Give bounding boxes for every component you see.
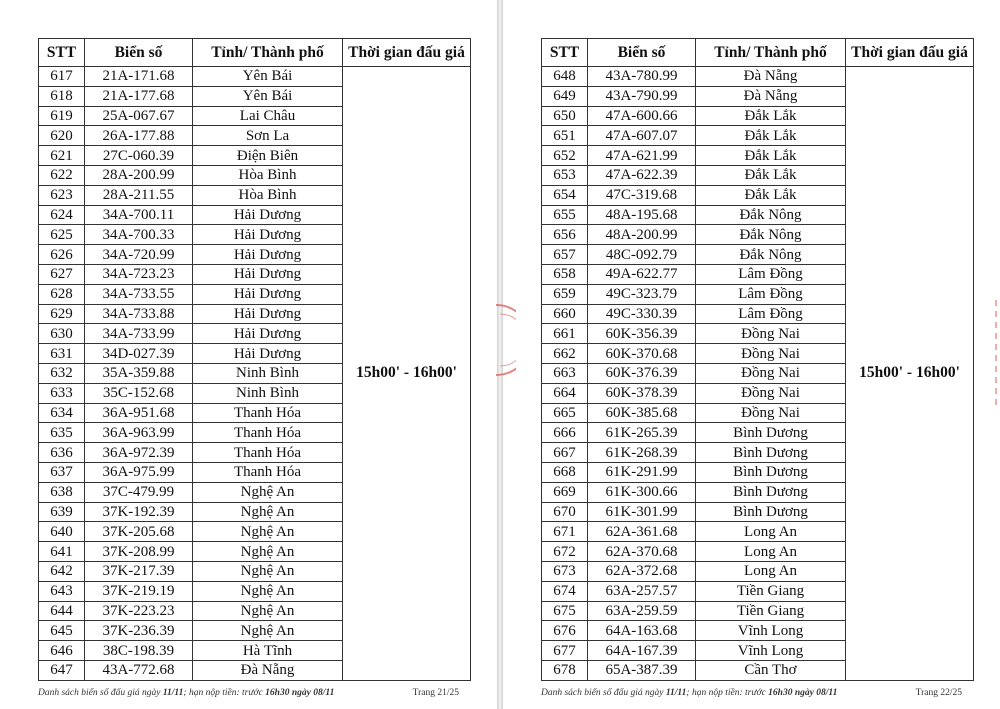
cell-province: Tiền Giang [696, 601, 846, 621]
cell-plate: 21A-177.68 [85, 86, 193, 106]
cell-plate: 49C-330.39 [588, 304, 696, 324]
cell-province: Long An [696, 522, 846, 542]
cell-plate: 35C-152.68 [85, 383, 193, 403]
cell-plate: 25A-067.67 [85, 106, 193, 126]
cell-plate: 21A-171.68 [85, 67, 193, 87]
red-seal-stamp-icon [476, 300, 516, 380]
footer-prefix: Danh sách biển số đấu giá ngày [38, 688, 163, 698]
cell-plate: 47C-319.68 [588, 185, 696, 205]
cell-plate: 49A-622.77 [588, 264, 696, 284]
cell-stt: 627 [39, 264, 85, 284]
cell-stt: 629 [39, 304, 85, 324]
cell-stt: 632 [39, 363, 85, 383]
header-plate: Biển số [588, 39, 696, 67]
cell-province: Long An [696, 542, 846, 562]
cell-stt: 624 [39, 205, 85, 225]
cell-plate: 62A-361.68 [588, 522, 696, 542]
cell-stt: 644 [39, 601, 85, 621]
cell-province: Cần Thơ [696, 660, 846, 680]
auction-time-cell: 15h00' - 16h00' [846, 67, 974, 681]
cell-plate: 37K-208.99 [85, 542, 193, 562]
cell-province: Nghệ An [193, 581, 343, 601]
table-body [39, 67, 471, 681]
cell-province: Hải Dương [193, 264, 343, 284]
cell-stt: 648 [542, 67, 588, 87]
cell-plate: 64A-167.39 [588, 641, 696, 661]
cell-province: Lâm Đồng [696, 264, 846, 284]
cell-plate: 48A-200.99 [588, 225, 696, 245]
cell-plate: 48C-092.79 [588, 245, 696, 265]
cell-stt: 623 [39, 185, 85, 205]
cell-plate: 62A-372.68 [588, 561, 696, 581]
cell-stt: 645 [39, 621, 85, 641]
cell-plate: 47A-621.99 [588, 146, 696, 166]
cell-province: Lâm Đồng [696, 284, 846, 304]
footer-date: 11/11 [665, 688, 687, 698]
document-page-left [0, 0, 497, 709]
cell-province: Nghệ An [193, 502, 343, 522]
cell-plate: 37K-217.39 [85, 561, 193, 581]
cell-province: Đà Nẵng [696, 86, 846, 106]
cell-stt: 622 [39, 165, 85, 185]
cell-stt: 652 [542, 146, 588, 166]
cell-plate: 27C-060.39 [85, 146, 193, 166]
cell-stt: 617 [39, 67, 85, 87]
cell-province: Nghệ An [193, 542, 343, 562]
cell-province: Hải Dương [193, 344, 343, 364]
cell-plate: 47A-600.66 [588, 106, 696, 126]
cell-stt: 643 [39, 581, 85, 601]
document-page-right [503, 0, 1000, 709]
cell-province: Đồng Nai [696, 363, 846, 383]
cell-stt: 662 [542, 344, 588, 364]
page-number: Trang 21/25 [412, 688, 459, 698]
cell-province: Vĩnh Long [696, 641, 846, 661]
cell-plate: 34A-733.88 [85, 304, 193, 324]
header-plate: Biển số [85, 39, 193, 67]
cell-stt: 650 [542, 106, 588, 126]
cell-stt: 678 [542, 660, 588, 680]
cell-province: Nghệ An [193, 561, 343, 581]
cell-plate: 34A-700.33 [85, 225, 193, 245]
cell-plate: 63A-259.59 [588, 601, 696, 621]
cell-province: Hải Dương [193, 225, 343, 245]
cell-province: Đắk Lắk [696, 165, 846, 185]
page-number: Trang 22/25 [915, 688, 962, 698]
cell-stt: 653 [542, 165, 588, 185]
cell-stt: 637 [39, 462, 85, 482]
cell-plate: 36A-972.39 [85, 443, 193, 463]
cell-plate: 62A-370.68 [588, 542, 696, 562]
cell-stt: 636 [39, 443, 85, 463]
cell-plate: 34A-733.55 [85, 284, 193, 304]
cell-plate: 28A-200.99 [85, 165, 193, 185]
cell-province: Hải Dương [193, 304, 343, 324]
cell-province: Hải Dương [193, 284, 343, 304]
cell-stt: 619 [39, 106, 85, 126]
cell-province: Hòa Bình [193, 165, 343, 185]
page-footer-note [38, 688, 334, 698]
cell-stt: 639 [39, 502, 85, 522]
cell-stt: 638 [39, 482, 85, 502]
cell-stt: 642 [39, 561, 85, 581]
cell-stt: 651 [542, 126, 588, 146]
cell-province: Bình Dương [696, 462, 846, 482]
footer-date: 11/11 [162, 688, 184, 698]
cell-stt: 674 [542, 581, 588, 601]
cell-stt: 618 [39, 86, 85, 106]
cell-province: Đà Nẵng [193, 660, 343, 680]
cell-plate: 43A-790.99 [588, 86, 696, 106]
cell-province: Đắk Nông [696, 225, 846, 245]
footer-deadline: 16h30 ngày 08/11 [768, 688, 838, 698]
cell-plate: 49C-323.79 [588, 284, 696, 304]
cell-stt: 659 [542, 284, 588, 304]
header-stt: STT [39, 39, 85, 67]
cell-province: Bình Dương [696, 423, 846, 443]
cell-plate: 37K-219.19 [85, 581, 193, 601]
auction-time-cell: 15h00' - 16h00' [343, 67, 471, 681]
cell-plate: 37K-205.68 [85, 522, 193, 542]
cell-plate: 61K-301.99 [588, 502, 696, 522]
footer-mid: ; hạn nộp tiền: trước [183, 688, 266, 698]
cell-stt: 658 [542, 264, 588, 284]
cell-stt: 677 [542, 641, 588, 661]
cell-plate: 60K-376.39 [588, 363, 696, 383]
cell-plate: 64A-163.68 [588, 621, 696, 641]
cell-plate: 35A-359.88 [85, 363, 193, 383]
cell-stt: 669 [542, 482, 588, 502]
cell-province: Ninh Bình [193, 363, 343, 383]
cell-province: Hải Dương [193, 245, 343, 265]
cell-plate: 37K-192.39 [85, 502, 193, 522]
footer-mid: ; hạn nộp tiền: trước [686, 688, 769, 698]
header-time: Thời gian đấu giá [846, 39, 974, 67]
cell-plate: 65A-387.39 [588, 660, 696, 680]
cell-plate: 47A-607.07 [588, 126, 696, 146]
cell-province: Đồng Nai [696, 383, 846, 403]
cell-province: Đồng Nai [696, 403, 846, 423]
cell-province: Thanh Hóa [193, 443, 343, 463]
header-time: Thời gian đấu giá [343, 39, 471, 67]
footer-prefix: Danh sách biển số đấu giá ngày [541, 688, 666, 698]
cell-stt: 670 [542, 502, 588, 522]
cell-province: Đắk Nông [696, 245, 846, 265]
cell-stt: 633 [39, 383, 85, 403]
cell-plate: 48A-195.68 [588, 205, 696, 225]
cell-province: Nghệ An [193, 621, 343, 641]
table-header-row [39, 39, 471, 67]
cell-stt: 666 [542, 423, 588, 443]
cell-plate: 36A-975.99 [85, 462, 193, 482]
cell-plate: 60K-385.68 [588, 403, 696, 423]
cell-plate: 43A-772.68 [85, 660, 193, 680]
cell-plate: 37C-479.99 [85, 482, 193, 502]
cell-stt: 625 [39, 225, 85, 245]
cell-stt: 641 [39, 542, 85, 562]
cell-stt: 656 [542, 225, 588, 245]
cell-stt: 661 [542, 324, 588, 344]
cell-plate: 37K-223.23 [85, 601, 193, 621]
cell-plate: 34A-723.23 [85, 264, 193, 284]
cell-province: Vĩnh Long [696, 621, 846, 641]
cell-province: Sơn La [193, 126, 343, 146]
cell-stt: 630 [39, 324, 85, 344]
header-province: Tỉnh/ Thành phố [696, 39, 846, 67]
cell-stt: 634 [39, 403, 85, 423]
cell-province: Hòa Bình [193, 185, 343, 205]
cell-stt: 665 [542, 403, 588, 423]
cell-plate: 36A-963.99 [85, 423, 193, 443]
cell-province: Đắk Lắk [696, 106, 846, 126]
cell-stt: 646 [39, 641, 85, 661]
cell-plate: 61K-291.99 [588, 462, 696, 482]
plates-table-left [38, 38, 471, 681]
cell-province: Hải Dương [193, 324, 343, 344]
cell-province: Đắk Nông [696, 205, 846, 225]
cell-province: Đắk Lắk [696, 185, 846, 205]
cell-stt: 647 [39, 660, 85, 680]
cell-plate: 61K-265.39 [588, 423, 696, 443]
cell-stt: 675 [542, 601, 588, 621]
cell-province: Đắk Lắk [696, 146, 846, 166]
cell-province: Thanh Hóa [193, 462, 343, 482]
cell-province: Nghệ An [193, 601, 343, 621]
cell-province: Thanh Hóa [193, 403, 343, 423]
cell-stt: 631 [39, 344, 85, 364]
red-stamp-edge-icon [980, 300, 1000, 410]
page-footer-note [541, 688, 837, 698]
cell-stt: 654 [542, 185, 588, 205]
cell-plate: 34A-720.99 [85, 245, 193, 265]
cell-province: Đồng Nai [696, 324, 846, 344]
cell-province: Thanh Hóa [193, 423, 343, 443]
cell-plate: 60K-378.39 [588, 383, 696, 403]
cell-stt: 667 [542, 443, 588, 463]
cell-plate: 34A-733.99 [85, 324, 193, 344]
cell-stt: 671 [542, 522, 588, 542]
cell-province: Bình Dương [696, 502, 846, 522]
cell-province: Bình Dương [696, 482, 846, 502]
cell-province: Đà Nẵng [696, 67, 846, 87]
cell-plate: 26A-177.88 [85, 126, 193, 146]
cell-stt: 635 [39, 423, 85, 443]
cell-province: Yên Bái [193, 86, 343, 106]
cell-province: Long An [696, 561, 846, 581]
cell-stt: 673 [542, 561, 588, 581]
cell-stt: 626 [39, 245, 85, 265]
cell-plate: 47A-622.39 [588, 165, 696, 185]
cell-plate: 28A-211.55 [85, 185, 193, 205]
cell-province: Đồng Nai [696, 344, 846, 364]
cell-stt: 628 [39, 284, 85, 304]
plates-table-right [541, 38, 974, 681]
cell-stt: 655 [542, 205, 588, 225]
cell-province: Nghệ An [193, 482, 343, 502]
cell-province: Ninh Bình [193, 383, 343, 403]
cell-plate: 61K-300.66 [588, 482, 696, 502]
cell-stt: 676 [542, 621, 588, 641]
cell-stt: 649 [542, 86, 588, 106]
cell-stt: 668 [542, 462, 588, 482]
cell-plate: 63A-257.57 [588, 581, 696, 601]
cell-province: Lai Châu [193, 106, 343, 126]
cell-stt: 664 [542, 383, 588, 403]
cell-province: Tiền Giang [696, 581, 846, 601]
cell-province: Nghệ An [193, 522, 343, 542]
cell-plate: 60K-370.68 [588, 344, 696, 364]
header-stt: STT [542, 39, 588, 67]
cell-province: Lâm Đồng [696, 304, 846, 324]
cell-province: Điện Biên [193, 146, 343, 166]
table-header-row [542, 39, 974, 67]
cell-stt: 657 [542, 245, 588, 265]
cell-stt: 672 [542, 542, 588, 562]
cell-plate: 38C-198.39 [85, 641, 193, 661]
cell-province: Yên Bái [193, 67, 343, 87]
cell-plate: 61K-268.39 [588, 443, 696, 463]
cell-plate: 34A-700.11 [85, 205, 193, 225]
table-body [542, 67, 974, 681]
cell-stt: 621 [39, 146, 85, 166]
cell-plate: 60K-356.39 [588, 324, 696, 344]
cell-plate: 34D-027.39 [85, 344, 193, 364]
table-row [39, 67, 471, 87]
cell-plate: 43A-780.99 [588, 67, 696, 87]
cell-stt: 663 [542, 363, 588, 383]
cell-province: Bình Dương [696, 443, 846, 463]
table-row [542, 67, 974, 87]
cell-stt: 660 [542, 304, 588, 324]
cell-stt: 620 [39, 126, 85, 146]
cell-plate: 36A-951.68 [85, 403, 193, 423]
footer-deadline: 16h30 ngày 08/11 [265, 688, 335, 698]
cell-stt: 640 [39, 522, 85, 542]
cell-plate: 37K-236.39 [85, 621, 193, 641]
cell-province: Đắk Lắk [696, 126, 846, 146]
cell-province: Hà Tĩnh [193, 641, 343, 661]
cell-province: Hải Dương [193, 205, 343, 225]
header-province: Tỉnh/ Thành phố [193, 39, 343, 67]
